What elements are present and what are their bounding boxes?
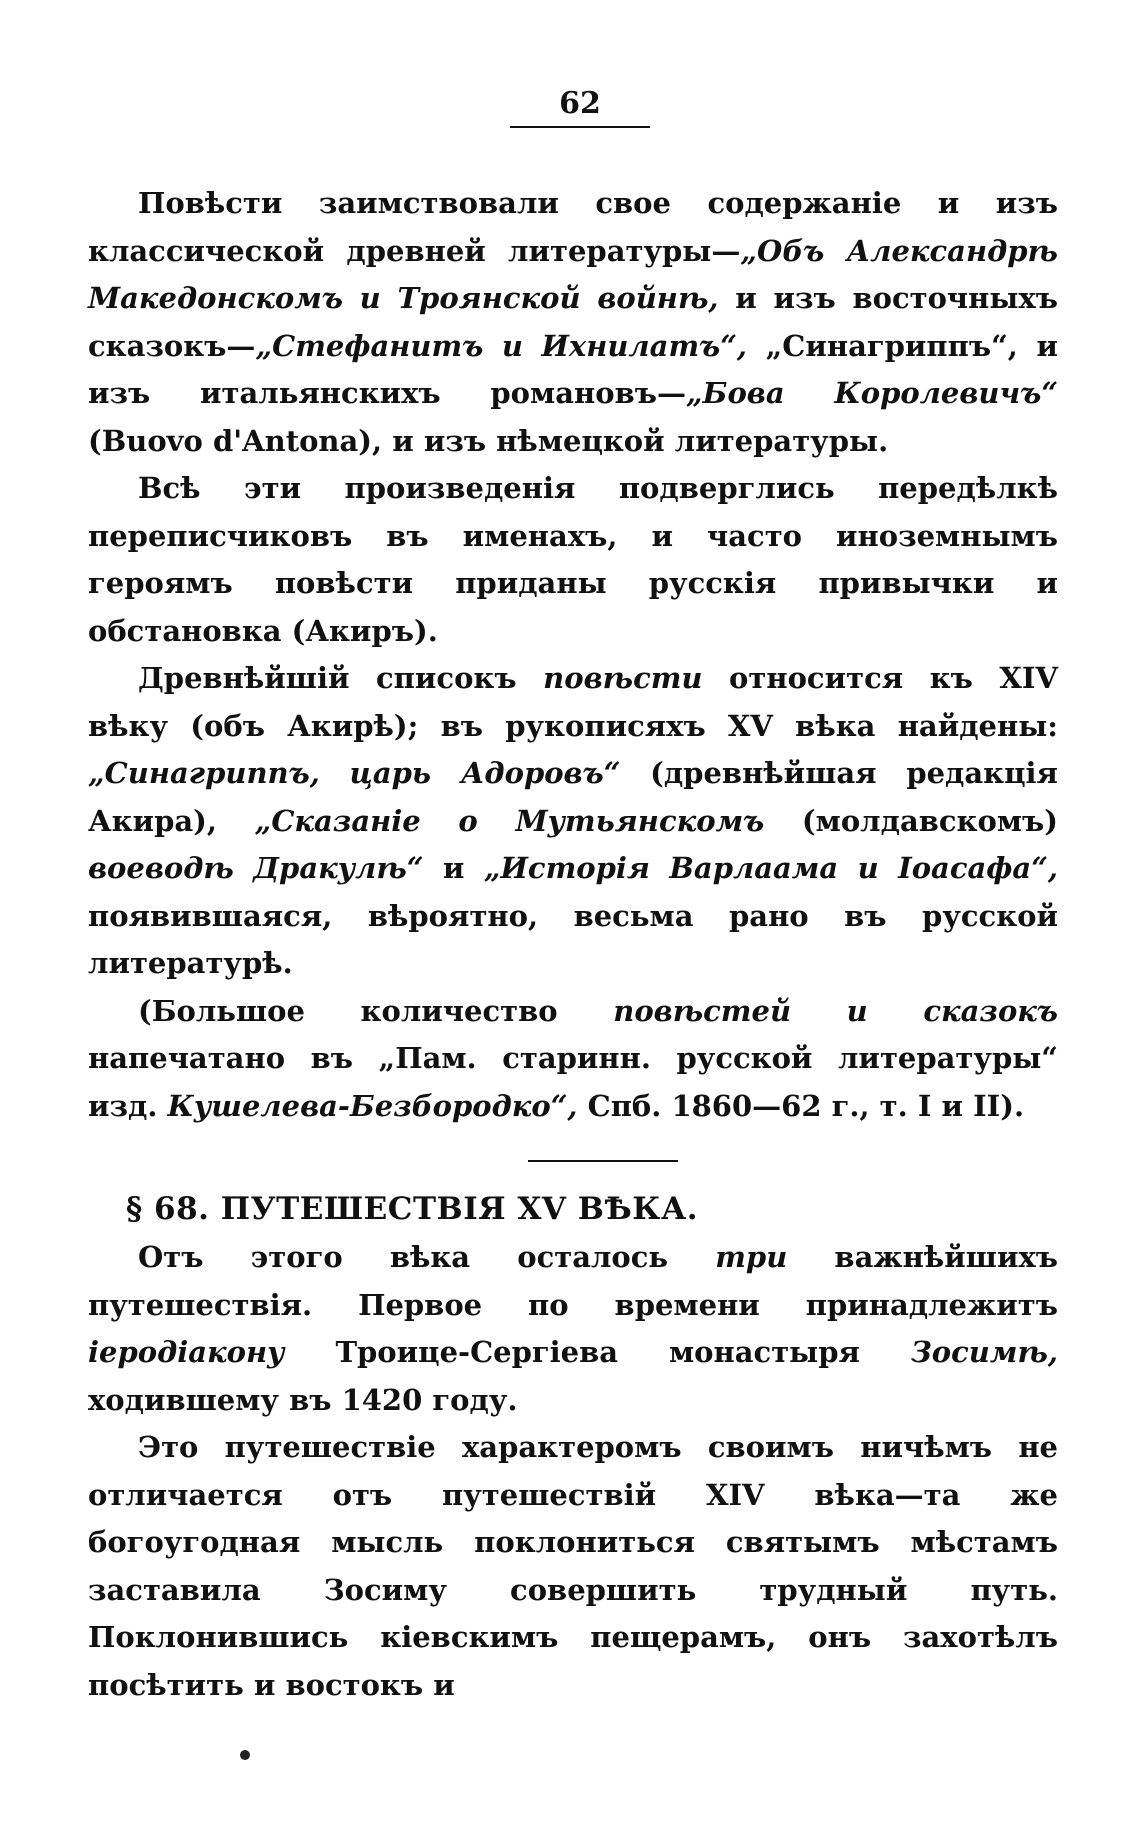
text: (Большое количество <box>138 993 614 1028</box>
text: важнѣйшихъ путешествія. Первое по времени принадлежитъ <box>88 1240 1058 1322</box>
text: и <box>423 851 484 885</box>
text: Отъ этого вѣка осталось <box>138 1240 716 1274</box>
text: Древнѣйшій списокъ <box>138 661 544 695</box>
italic-title: „Синагриппъ, царь Адоровъ“ <box>88 756 621 790</box>
text: Спб. 1860—62 г., т. I и II). <box>577 1088 1025 1123</box>
ink-speck <box>240 1750 250 1760</box>
text: относится къ XIV вѣку (объ Акирѣ); въ рукописяхъ XV вѣка найдены: <box>88 661 1058 743</box>
paragraph-3 <box>88 655 1058 988</box>
section-heading: § 68. ПУТЕШЕСТВІЯ XV ВѢКА. <box>126 1191 698 1227</box>
paragraph-1 <box>88 180 1058 465</box>
text: (молдавскомъ) <box>764 803 1058 838</box>
italic-title: „Стефанитъ и Ихнилатъ“, <box>255 328 747 363</box>
text: ходившему въ 1420 году. <box>88 1382 518 1417</box>
italic-title: „Бова Королевичъ“ <box>685 376 1058 410</box>
page-number: 62 <box>559 86 601 121</box>
italic-title: „Объ Александрѣ Македонскомъ и Троянской войнѣ, <box>88 233 1058 315</box>
text: „Синагриппъ“, и изъ итальянскихъ романовъ— <box>88 328 1058 410</box>
paragraph-4 <box>88 988 1058 1131</box>
page-number-rule <box>510 126 650 128</box>
italic-title: „Сказаніе о Мутьянскомъ <box>254 803 765 838</box>
page-body <box>88 180 1058 1709</box>
section-divider <box>528 1160 678 1162</box>
text: Это путешествіе характеромъ своимъ ничѣмъ не отличается отъ путешествій XIV вѣка—та же богоугодная мысль поклониться святымъ мѣстамъ заставила Зосиму совершить трудный путь. Поклонившись кіевскимъ пещерамъ, онъ захотѣлъ посѣтить и востокъ и <box>88 1430 1058 1702</box>
italic-name: Кушелева-Безбородко“, <box>167 1088 578 1123</box>
text: Всѣ эти произведенія подверглись передѣлкѣ переписчиковъ въ именахъ, и часто иноземнымъ героямъ повѣсти приданы русскія привычки и обстановка (Акиръ). <box>88 471 1058 648</box>
italic-term: три <box>715 1240 788 1274</box>
text: (Buovo d'Antona), и изъ нѣмецкой литературы. <box>88 423 889 458</box>
italic-term: іеродіакону <box>88 1335 285 1369</box>
text: появившаяся, вѣроятно, весьма рано въ русской литературѣ. <box>88 898 1058 980</box>
italic-title: „Исторія Варлаама и Іоасафа“, <box>483 851 1058 885</box>
text: и изъ восточныхъ сказокъ— <box>88 281 1058 363</box>
italic-name: Зосимѣ, <box>910 1335 1058 1369</box>
italic-title: воеводѣ Дракулѣ“ <box>88 851 424 885</box>
text: Повѣсти заимствовали свое содержаніе и изъ классической древней литературы— <box>88 186 1058 268</box>
paragraph-2 <box>88 465 1058 655</box>
italic-term: повѣсти <box>543 661 703 695</box>
paragraph-5 <box>88 1234 1058 1424</box>
text: Троице-Сергіева монастыря <box>284 1335 911 1369</box>
italic-term: повѣстей и сказокъ <box>613 993 1058 1028</box>
paragraph-6 <box>88 1424 1058 1709</box>
text: (древнѣйшая редакція Акира), <box>88 756 1058 838</box>
text: напечатано въ „Пам. старинн. русской литературы“ изд. <box>88 1041 1058 1123</box>
